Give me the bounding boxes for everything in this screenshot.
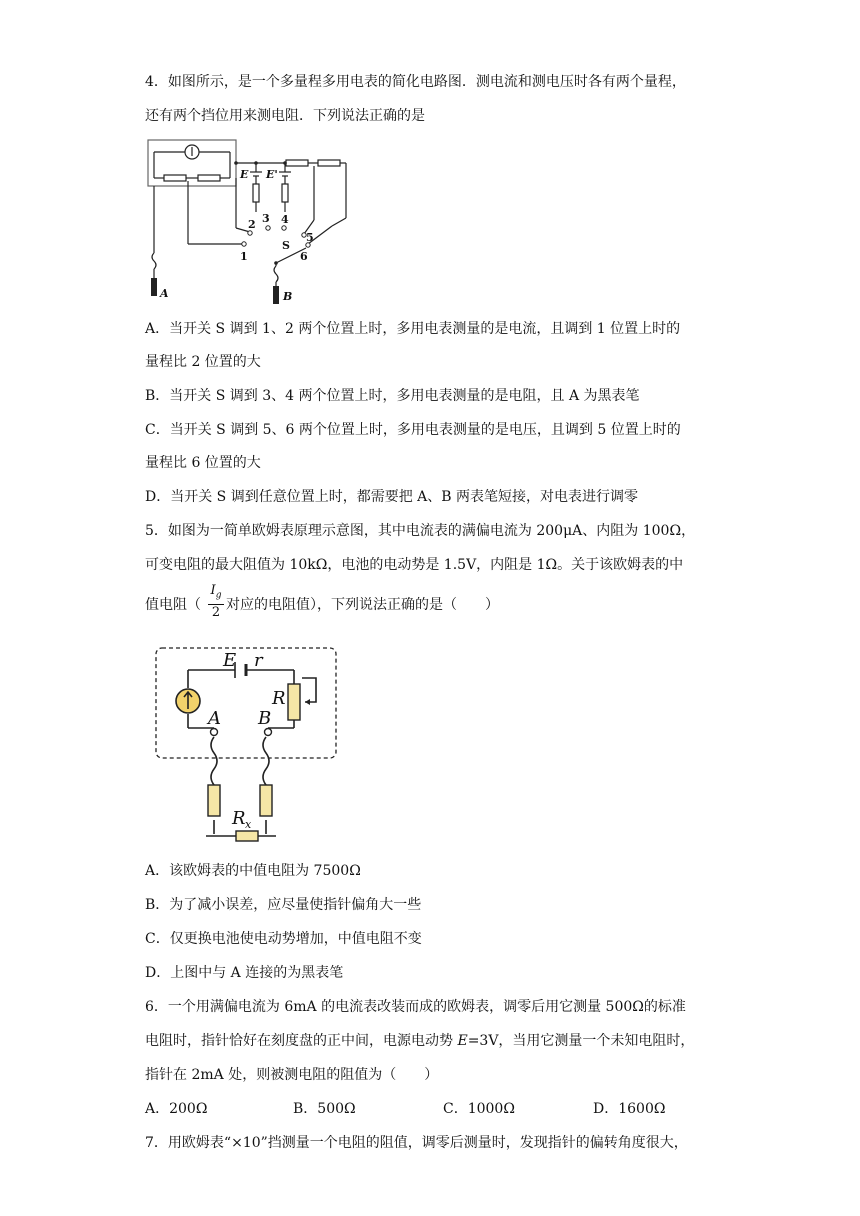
- q5-frac-den: 2: [211, 604, 221, 620]
- q4-label-3: 3: [262, 212, 270, 225]
- q4-label-E: E: [240, 168, 249, 181]
- q4-option-c-line2: 量程比 6 位置的大: [145, 455, 261, 471]
- q6-stem-line2: [145, 1031, 694, 1051]
- q4-label-S: S: [282, 239, 290, 252]
- q4-stem-line2: 还有两个挡位用来测电阻．下列说法正确的是: [145, 108, 425, 124]
- q5-option-a: A．该欧姆表的中值电阻为 7500Ω: [145, 863, 361, 879]
- q5-label-E: E: [223, 650, 237, 671]
- q7-stem-line1: 7．用欧姆表“×10”挡测量一个电阻的阻值，调零后测量时，发现指针的偏转角度很大，: [145, 1135, 688, 1151]
- q5-option-b: B．为了减小误差，应尽量使指针偏角大一些: [145, 897, 422, 913]
- q5-frac-sub: g: [215, 590, 222, 601]
- q5-option-d: D．上图中与 A 连接的为黑表笔: [145, 965, 344, 981]
- q6-stem-line2-pre: 电阻时，指针恰好在刻度盘的正中间，电源电动势: [145, 1033, 458, 1049]
- q5-stem-line1: 5．如图为一简单欧姆表原理示意图，其中电流表的满偏电流为 200μA、内阻为 100Ω，: [145, 523, 696, 539]
- q5-label-Rx-sub: x: [245, 818, 252, 831]
- q4-label-5: 5: [306, 231, 314, 244]
- q6-option-b: B．500Ω: [293, 1101, 356, 1117]
- q4-stem-line1: 4．如图所示，是一个多量程多用电表的简化电路图．测电流和测电压时各有两个量程，: [145, 74, 686, 90]
- q5-label-A: A: [208, 708, 221, 729]
- q4-label-probe-A: A: [160, 287, 169, 300]
- q5-label-B: B: [258, 708, 272, 729]
- q5-label-r: r: [254, 650, 263, 671]
- q5-stem-line3-post: 对应的电阻值），下列说法正确的是（ ）: [226, 597, 499, 613]
- q6-stem-line2-var: E: [457, 1033, 468, 1049]
- q4-option-a-line2: 量程比 2 位置的大: [145, 354, 261, 370]
- q4-option-b: B．当开关 S 调到 3、4 两个位置上时，多用电表测量的是电阻，且 A 为黑表笔: [145, 388, 640, 404]
- q5-label-R: R: [272, 688, 286, 709]
- q4-label-probe-B: B: [283, 290, 293, 303]
- q5-stem-line2: 可变电阻的最大阻值为 10kΩ，电池的电动势是 1.5V，内阻是 1Ω。关于该欧姆表的中: [145, 557, 684, 573]
- q5-label-Rx: R: [232, 808, 246, 829]
- q4-label-2: 2: [248, 218, 256, 231]
- q4-label-4: 4: [281, 213, 289, 226]
- q4-label-E-prime: E': [266, 168, 278, 181]
- q4-label-1: 1: [240, 250, 248, 263]
- q6-stem-line2-post: =3V，当用它测量一个未知电阻时，: [467, 1033, 695, 1049]
- q6-stem-line1: 6．一个用满偏电流为 6mA 的电流表改装而成的欧姆表，调零后用它测量 500Ω的标准: [145, 999, 686, 1015]
- q4-option-a-line1: A．当开关 S 调到 1、2 两个位置上时，多用电表测量的是电流，且调到 1 位置上时的: [145, 321, 681, 337]
- q5-fraction-ig-over-2: [208, 584, 224, 620]
- q6-option-d: D．1600Ω: [593, 1101, 666, 1117]
- q5-option-c: C．仅更换电池使电动势增加，中值电阻不变: [145, 931, 422, 947]
- q6-option-c: C．1000Ω: [443, 1101, 515, 1117]
- q5-ohmmeter-diagram: [150, 644, 345, 844]
- q4-circuit-diagram: [142, 138, 362, 303]
- q5-frac-num: I: [210, 583, 216, 598]
- q4-label-6: 6: [300, 250, 308, 263]
- q4-option-d: D．当开关 S 调到任意位置上时，都需要把 A、B 两表笔短接，对电表进行调零: [145, 489, 639, 505]
- q6-stem-line3: 指针在 2mA 处，则被测电阻的阻值为（ ）: [145, 1067, 439, 1083]
- q6-option-a: A．200Ω: [145, 1101, 208, 1117]
- q5-stem-line3-pre: 值电阻（: [145, 597, 201, 613]
- q4-option-c-line1: C．当开关 S 调到 5、6 两个位置上时，多用电表测量的是电压，且调到 5 位置上时的: [145, 422, 681, 438]
